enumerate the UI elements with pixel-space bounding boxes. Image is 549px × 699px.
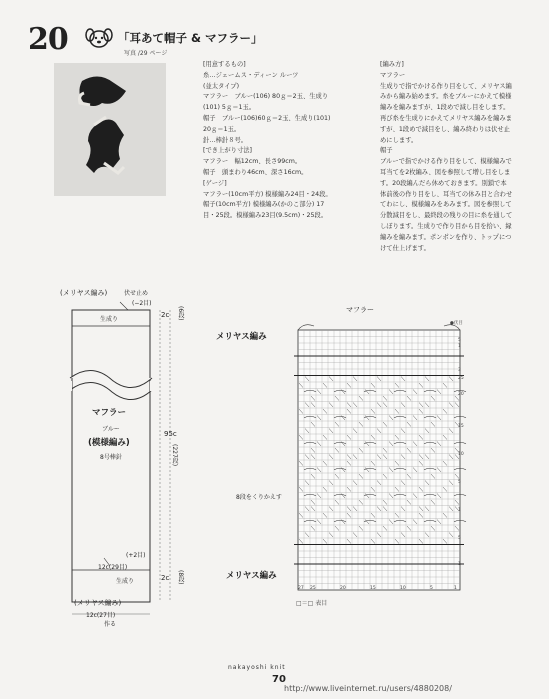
row-number: 10: [458, 452, 464, 457]
col-number: 27: [298, 586, 304, 591]
chart-bind-mark: ●伏目: [450, 321, 463, 326]
muffler-label: マフラー: [92, 408, 127, 418]
row-number: 5: [458, 536, 461, 541]
needle-label: 8号棒針: [100, 454, 122, 461]
bind-off-note: (−2目): [132, 300, 152, 307]
row-number: 1: [458, 562, 461, 567]
col-number: 10: [400, 586, 406, 591]
bottom-cm-label: 2c: [161, 574, 170, 582]
top-band-label: 生成り: [100, 316, 119, 323]
series-footer: nakayoshi knit: [228, 664, 286, 671]
chart-bottom-stitch: メリヤス編み: [226, 571, 277, 581]
cast-on-label: 作る: [104, 621, 117, 628]
bottom-rows-label: (8段): [177, 570, 184, 585]
row-number: 1: [458, 508, 461, 513]
row-number: 25: [458, 376, 464, 381]
pattern-label: (模様編み): [88, 438, 130, 448]
width-top-label: 12c(29目): [98, 564, 128, 571]
chart-repeat-note: 8段をくりかえす: [236, 494, 282, 501]
length-rows-label: (227段): [171, 444, 178, 467]
photo-reference: 写真 /29 ページ: [124, 50, 168, 57]
row-number: 20: [458, 392, 464, 397]
pattern-number: 20: [28, 22, 68, 57]
bottom-stitch-label: (メリヤス編み): [74, 599, 122, 607]
watermark-url: http://www.liveinternet.ru/users/4880208/: [284, 684, 452, 693]
page-number: 70: [272, 674, 286, 685]
row-number: 3: [458, 368, 461, 373]
col-number: 20: [340, 586, 346, 591]
bottom-band-label: 生成り: [116, 578, 135, 585]
col-number: 1: [454, 586, 457, 591]
col-number: 15: [370, 586, 376, 591]
product-photo: [54, 63, 166, 196]
top-stitch-label: (メリヤス編み): [60, 289, 108, 297]
top-rows-label: (6段): [177, 306, 184, 321]
row-number: 1: [458, 344, 461, 349]
dog-icon: [84, 26, 114, 50]
knitting-chart-grid: [288, 318, 468, 598]
row-number: 5: [458, 480, 461, 485]
chart-title: マフラー: [346, 306, 374, 314]
row-number: 5: [458, 338, 461, 343]
materials-text: [用意するもの] 糸…ジェームス・ディーン ルーツ (並太タイプ) マフラー ブルー(106) 80ｇ＝2玉、生成り (101) 5ｇ＝1玉。 帽子 ブルー(106)60ｇ＝2玉、生成り(101) 20ｇ＝1玉。 針…棒針８号。 [でき上がり寸法] マフラー 幅12cm、長さ99cm。 帽子 頭まわり46cm、深さ16cm。 [ゲージ] マフラー(10cm平方) 模様編み24目・24段。 帽子(10cm平方) 模様編み(かのこ部分) 17 目・25段。模様編み23目(9.5cm)・25段。: [203, 61, 332, 220]
col-number: 25: [310, 586, 316, 591]
length-cm-label: 95c: [164, 430, 177, 438]
cast-width-label: 12c(27目): [86, 612, 116, 619]
instructions-text: [編み方] マフラー 生成りで指でかける作り目をして、メリヤス編 みから編み始めます。糸をブルーにかえて模様 編みを編みますが、1段めで減し目をします。 再び糸を生成りにかえてメリヤス編みを編みま すが、1段めで減目をし、編み終わりは伏せ止 めにします。 帽子 ブルーで指でかける作り目をして、模様編みで 耳当てを2枚編み、図を参照して増し目をしま す。20段編んだら休めておきます。別鎖で本 体前後の作り目をし、耳当ての休み目と合わせ てわにし、模様編みをあみます。図を参照して 分散減目をし、最終段の残りの目に糸を通して しぼります。生成りで作り目から目を拾い、縁 編みを編みます。ポンポンを作り、トップにつ けて仕上げます。: [380, 61, 513, 252]
col-number: 5: [430, 586, 433, 591]
chart-top-stitch: メリヤス編み: [216, 332, 267, 342]
row-number: 15: [458, 424, 464, 429]
plus-stitch-label: (+2目): [126, 552, 146, 559]
chart-legend: □＝□ 表目: [296, 600, 328, 607]
top-cm-label: 2c: [161, 311, 170, 319]
page-title: 「耳あて帽子 & マフラー」: [118, 31, 263, 45]
color-label: ブルー: [102, 426, 120, 433]
bind-off-label: 伏せ止め: [124, 290, 149, 297]
